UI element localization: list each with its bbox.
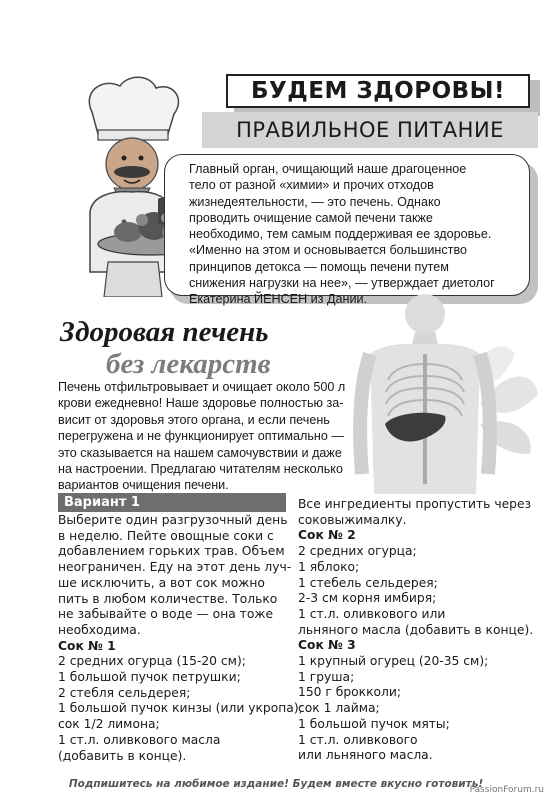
juicer-line: соковыжималку.: [298, 512, 407, 527]
left-column: [58, 513, 303, 764]
ingredient-line: 2 стебля сельдерея;: [58, 685, 191, 700]
ingredient-line: 1 ст.л. оливкового масла: [58, 732, 221, 747]
variant-text-line: в неделю. Пейте овощные соки с: [58, 528, 274, 543]
intro-line: принципов детокса — помощь печени путем: [189, 259, 449, 274]
intro-line: Главный орган, очищающий наше драгоценное: [189, 162, 467, 176]
footer-slogan: Подпишитесь на любимое издание! Будем вместе вкусно готовить!: [68, 778, 484, 790]
intro-line: снижения нагрузки на нее», — утверждает диетолог: [189, 276, 495, 291]
section-title: БУДЕМ ЗДОРОВЫ!: [251, 78, 505, 104]
ingredient-line: 2-3 см корня имбиря;: [298, 591, 437, 606]
lead-line: висит от здоровья этого органа, и если печень: [58, 412, 330, 427]
intro-line: Екатерина ЙЕНСЕН из Дании.: [189, 292, 368, 307]
ingredient-line: 1 стебель сельдерея;: [298, 575, 438, 590]
ingredient-line: 1 большой пучок мяты;: [298, 716, 450, 731]
intro-box: [164, 154, 530, 307]
ingredient-line: 1 большой пучок кинзы (или укропа);: [58, 701, 303, 716]
lead-line: крови ежедневно! Наше здоровье полностью за-: [58, 396, 344, 411]
right-column: [298, 497, 534, 764]
ingredient-line: сок 1 лайма;: [298, 701, 380, 716]
variant-text-line: неограничен. Еду на этот день луч-: [58, 560, 292, 575]
lead-line: на настроении. Предлагаю читателям несколько: [58, 462, 343, 477]
body-liver-illustration: [330, 284, 540, 494]
variant-text-line: Выберите один разгрузочный день: [58, 513, 288, 527]
article-title-line1: Здоровая печень: [60, 316, 269, 348]
article-title-line2: без лекарств: [106, 348, 271, 380]
intro-line: проводить очищение самой печени также: [189, 210, 433, 225]
variant-text-line: не забывайте о воде — она тоже: [58, 607, 274, 622]
ingredient-line: 1 большой пучок петрушки;: [58, 670, 241, 685]
intro-line: жизнедеятельности, — это печень. Однако: [189, 194, 441, 209]
ingredient-line: 150 г брокколи;: [298, 685, 402, 700]
ingredient-line: (добавить в конце).: [58, 748, 187, 763]
juice1-heading: Сок № 1: [58, 638, 116, 653]
variant-text-line: пить в любом количестве. Только: [58, 591, 278, 606]
variant-text-line: ше исключить, а вот сок можно: [58, 575, 265, 590]
intro-line: необходимо, тем самым поддерживая ее здоровье.: [189, 227, 492, 242]
header-box: [226, 74, 530, 108]
variant-text-line: необходима.: [58, 622, 141, 637]
ingredient-line: сок 1/2 лимона;: [58, 717, 160, 732]
lead-line: это сказывается на нашем самочувствии и даже: [58, 445, 342, 460]
ingredient-line: 2 средних огурца;: [298, 544, 417, 559]
subheader: [202, 112, 538, 148]
juice2-heading: Сок № 2: [298, 528, 356, 543]
ingredient-line: или льняного масла.: [298, 748, 433, 763]
juice3-heading: Сок № 3: [298, 638, 356, 653]
ingredient-line: 1 яблоко;: [298, 559, 360, 574]
ingredient-line: льняного масла (добавить в конце).: [298, 622, 534, 637]
watermark: PassionForum.ru: [469, 785, 544, 795]
variant-text-line: добавлением горьких трав. Объем: [58, 544, 285, 559]
ingredient-line: 2 средних огурца (15-20 см);: [58, 654, 246, 669]
section-subtitle: ПРАВИЛЬНОЕ ПИТАНИЕ: [236, 118, 504, 142]
lead-line: перегружена и не функционирует оптимально —: [58, 429, 344, 444]
juicer-line: Все ингредиенты пропустить через: [298, 497, 532, 511]
intro-line: «Именно на этом и основывается большинство: [189, 243, 468, 258]
ingredient-line: 1 крупный огурец (20-35 см);: [298, 654, 489, 669]
lead-line: вариантов очищения печени.: [58, 478, 229, 493]
ingredient-line: 1 ст.л. оливкового: [298, 732, 418, 747]
ingredient-line: 1 ст.л. оливкового или: [298, 606, 446, 621]
lead-paragraph: [58, 379, 354, 494]
ingredient-line: 1 груша;: [298, 669, 355, 684]
intro-line: тело от разной «химии» и прочих отходов: [189, 178, 434, 193]
variant-label: Вариант 1: [58, 493, 286, 512]
lead-line: Печень отфильтровывает и очищает около 500 л: [58, 380, 346, 394]
